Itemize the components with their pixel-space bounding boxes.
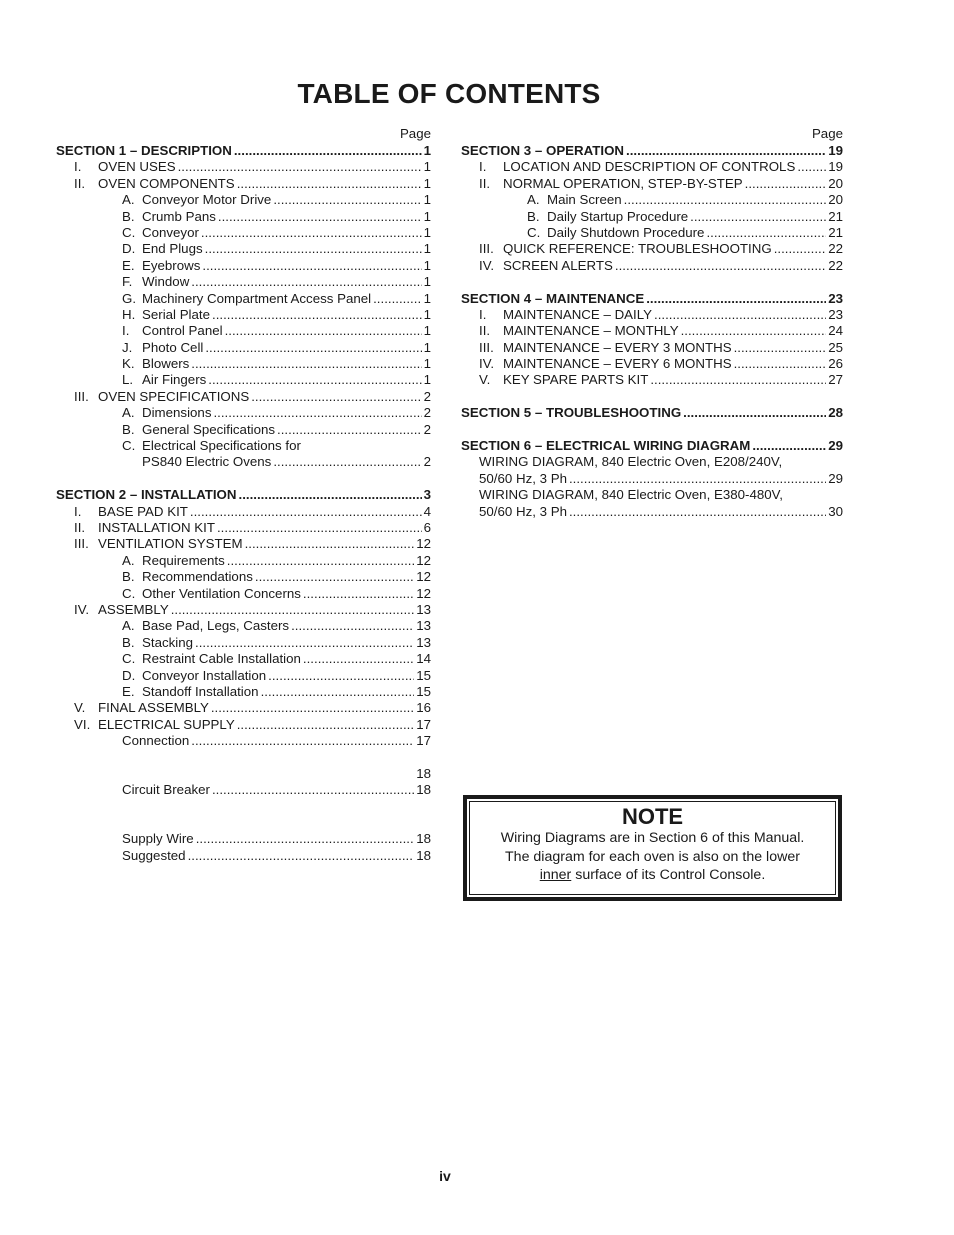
toc-entry[interactable] [461, 454, 843, 470]
toc-entry-label: OVEN SPECIFICATIONS [98, 388, 250, 404]
toc-page-number: 2 [423, 405, 431, 421]
dot-leader [251, 389, 421, 405]
toc-entry-label: VENTILATION SYSTEM [98, 536, 243, 552]
note-line-3-rest: surface of its Control Console. [571, 867, 766, 883]
toc-section-heading[interactable] [56, 487, 431, 503]
toc-entry[interactable] [56, 307, 431, 323]
toc-entry-number: II. [74, 175, 86, 191]
toc-page-number: 16 [416, 700, 431, 716]
toc-entry[interactable] [56, 586, 431, 602]
page-column-header: Page [811, 126, 843, 141]
toc-entry-number: C. [122, 651, 136, 667]
toc-entry[interactable] [56, 717, 431, 733]
toc-entry-number: V. [74, 700, 86, 716]
toc-page-number: 20 [828, 192, 843, 208]
toc-entry-number: C. [122, 224, 136, 240]
toc-entry-label: Conveyor [142, 224, 199, 240]
toc-page-number: 12 [416, 552, 431, 568]
toc-page-number: 19 [828, 159, 843, 175]
toc-entry[interactable] [56, 323, 431, 339]
toc-right-column [461, 125, 843, 520]
toc-entry[interactable] [56, 602, 431, 618]
toc-entry-label: End Plugs [142, 241, 203, 257]
toc-entry-label: Supply Wire [122, 831, 194, 847]
toc-entry-label: Other Ventilation Concerns [142, 585, 301, 601]
toc-entry-number: I. [479, 159, 487, 175]
dot-leader [191, 274, 421, 290]
toc-entry-label: Recommendations [142, 569, 253, 585]
toc-entry[interactable] [56, 438, 431, 454]
toc-page-number: 2 [423, 388, 431, 404]
toc-page-number: 21 [828, 208, 843, 224]
dot-leader [245, 536, 415, 552]
toc-entry-number: B. [527, 208, 540, 224]
toc-section-heading[interactable] [461, 405, 843, 421]
toc-entry[interactable] [56, 700, 431, 716]
toc-page-number: 2 [423, 454, 431, 470]
note-inner-border [469, 801, 836, 895]
toc-entry-label: Photo Cell [142, 339, 204, 355]
toc-page-number: 18 [416, 765, 431, 781]
toc-entry[interactable] [461, 209, 843, 225]
toc-page-number: 1 [423, 143, 431, 158]
dot-leader [734, 340, 827, 356]
toc-page-number: 22 [828, 257, 843, 273]
toc-entry-number: V. [479, 372, 491, 388]
toc-page-number: 1 [423, 339, 431, 355]
toc-entry[interactable] [461, 504, 843, 520]
dot-leader [218, 209, 422, 225]
toc-entry-number: A. [122, 192, 135, 208]
dot-leader [195, 635, 414, 651]
toc-page-number: 1 [423, 372, 431, 388]
toc-page-number: 1 [423, 306, 431, 322]
toc-entry-number: B. [122, 208, 135, 224]
toc-page-number: 13 [416, 634, 431, 650]
dot-leader [178, 159, 422, 175]
toc-entry-number: II. [74, 519, 86, 535]
toc-entry-label: Circuit Breaker [122, 782, 210, 798]
dot-leader [239, 487, 422, 503]
toc-page-number: 1 [423, 192, 431, 208]
dot-leader [171, 602, 415, 618]
toc-entry-number: D. [122, 241, 136, 257]
toc-entry[interactable] [56, 766, 431, 782]
toc-entry-number: II. [479, 323, 491, 339]
toc-entry-label: KEY SPARE PARTS KIT [503, 372, 649, 388]
toc-spacer [461, 389, 843, 405]
toc-entry-number: C. [527, 224, 541, 240]
toc-entry-label: MAINTENANCE – MONTHLY [503, 323, 679, 339]
toc-entry-number: D. [122, 667, 136, 683]
toc-spacer [56, 815, 431, 831]
dot-leader [734, 356, 827, 372]
toc-entry-number: J. [122, 339, 133, 355]
toc-entry-number: C. [122, 585, 136, 601]
toc-spacer [461, 274, 843, 290]
toc-entry[interactable] [461, 487, 843, 503]
toc-entry[interactable] [56, 356, 431, 372]
dot-leader [191, 733, 414, 749]
toc-entry-number: I. [74, 159, 82, 175]
dot-leader [202, 258, 421, 274]
toc-entry[interactable] [56, 291, 431, 307]
dot-leader [217, 520, 422, 536]
toc-entry-label: Connection [122, 733, 190, 749]
dot-leader [706, 225, 826, 241]
dot-leader [212, 307, 422, 323]
toc-page-number: 26 [828, 356, 843, 372]
toc-entry-label: Conveyor Installation [142, 667, 267, 683]
toc-entry[interactable] [461, 192, 843, 208]
toc-entry-label: Requirements [142, 552, 225, 568]
toc-entry[interactable] [461, 258, 843, 274]
toc-page-number: 1 [423, 257, 431, 273]
dot-leader [681, 323, 827, 339]
toc-page-number: 12 [416, 536, 431, 552]
dot-leader [646, 291, 826, 307]
toc-entry-number: E. [122, 257, 135, 273]
toc-page-number: 6 [423, 519, 431, 535]
toc-entry-number: IV. [479, 356, 495, 372]
toc-entry[interactable] [56, 520, 431, 536]
dot-leader [569, 471, 826, 487]
toc-entry-label: WIRING DIAGRAM, 840 Electric Oven, E380-480V, [479, 487, 783, 503]
dot-leader [752, 438, 826, 454]
toc-entry-label: Blowers [142, 356, 190, 372]
toc-entry-label: Daily Startup Procedure [547, 208, 689, 224]
toc-entry-number: A. [122, 618, 135, 634]
toc-entry-label: Main Screen [547, 192, 622, 208]
toc-entry[interactable] [56, 340, 431, 356]
toc-page-number: 12 [416, 569, 431, 585]
toc-section-heading[interactable] [461, 291, 843, 307]
dot-leader [373, 291, 421, 307]
toc-entry[interactable] [56, 389, 431, 405]
toc-entry-number: B. [122, 421, 135, 437]
toc-entry-number: F. [122, 274, 133, 290]
toc-page-number: 25 [828, 339, 843, 355]
toc-spacer [56, 749, 431, 765]
toc-page-number: 19 [828, 143, 843, 158]
toc-entry-label: Dimensions [142, 405, 212, 421]
toc-entry-number: B. [122, 569, 135, 585]
dot-leader [690, 209, 826, 225]
toc-entry-number: III. [479, 241, 494, 257]
toc-entry[interactable] [56, 405, 431, 421]
dot-leader [268, 668, 414, 684]
dot-leader [255, 569, 414, 585]
toc-page-number: 1 [423, 290, 431, 306]
toc-page-number: 14 [416, 651, 431, 667]
dot-leader [273, 454, 421, 470]
toc-entry-label: MAINTENANCE – EVERY 6 MONTHS [503, 356, 732, 372]
toc-entry-label: FINAL ASSEMBLY [98, 700, 209, 716]
toc-page-number: 17 [416, 733, 431, 749]
note-underlined-word: inner [539, 867, 572, 883]
toc-entry-label: WIRING DIAGRAM, 840 Electric Oven, E208/240V, [479, 454, 783, 470]
toc-section-heading[interactable] [461, 143, 843, 159]
dot-leader [227, 553, 414, 569]
toc-entry-label: SCREEN ALERTS [503, 257, 613, 273]
toc-page-number: 1 [423, 208, 431, 224]
dot-leader [303, 586, 414, 602]
dot-leader [211, 700, 414, 716]
toc-page-number: 22 [828, 241, 843, 257]
toc-entry-label: SECTION 5 – TROUBLESHOOTING [461, 405, 682, 421]
dot-leader [213, 405, 421, 421]
toc-entry[interactable] [56, 274, 431, 290]
toc-entry[interactable] [56, 569, 431, 585]
toc-entry[interactable] [56, 635, 431, 651]
toc-page-number: 18 [416, 831, 431, 847]
dot-leader [225, 323, 422, 339]
toc-entry[interactable] [56, 684, 431, 700]
toc-entry-label: SECTION 6 – ELECTRICAL WIRING DIAGRAM [461, 438, 751, 454]
toc-page-number: 17 [416, 716, 431, 732]
dot-leader [190, 504, 422, 520]
toc-entry[interactable] [56, 668, 431, 684]
toc-entry[interactable] [56, 618, 431, 634]
toc-entry[interactable] [56, 159, 431, 175]
dot-leader [205, 241, 422, 257]
toc-entry-number: I. [122, 323, 130, 339]
toc-entry[interactable] [56, 831, 431, 847]
toc-page-number: 3 [423, 487, 431, 503]
toc-entry-label: INSTALLATION KIT [98, 519, 215, 535]
toc-entry-number: III. [479, 339, 494, 355]
toc-entry-label: 50/60 Hz, 3 Ph [479, 470, 567, 486]
page-number-footer: iv [439, 1168, 451, 1184]
toc-entry-number: C. [122, 438, 136, 454]
toc-entry-label: OVEN USES [98, 159, 176, 175]
toc-entry-label: Daily Shutdown Procedure [547, 224, 705, 240]
toc-entry[interactable] [56, 192, 431, 208]
toc-entry[interactable] [461, 340, 843, 356]
toc-entry-label: Suggested [122, 847, 186, 863]
toc-page-number: 18 [416, 782, 431, 798]
toc-entry-label: Base Pad, Legs, Casters [142, 618, 290, 634]
toc-spacer [56, 471, 431, 487]
toc-entry[interactable] [461, 471, 843, 487]
dot-leader [683, 405, 826, 421]
toc-entry-label: SECTION 3 – OPERATION [461, 143, 625, 158]
dot-leader [237, 176, 422, 192]
toc-entry[interactable] [56, 209, 431, 225]
toc-entry-label: Crumb Pans [142, 208, 216, 224]
toc-entry-number: III. [74, 388, 89, 404]
toc-entry-label: General Specifications [142, 421, 276, 437]
toc-page-number: 18 [416, 847, 431, 863]
toc-entry-number: IV. [479, 257, 495, 273]
dot-leader [569, 504, 826, 520]
toc-left-column [56, 125, 431, 864]
toc-entry-label: QUICK REFERENCE: TROUBLESHOOTING [503, 241, 772, 257]
dot-leader [626, 143, 826, 159]
toc-page-number: 29 [828, 470, 843, 486]
dot-leader [201, 225, 422, 241]
dot-leader [208, 372, 421, 388]
toc-entry-label: Restraint Cable Installation [142, 651, 301, 667]
toc-entry[interactable] [461, 159, 843, 175]
toc-entry-number: IV. [74, 601, 90, 617]
toc-page-number: 24 [828, 323, 843, 339]
toc-entry[interactable] [461, 307, 843, 323]
dot-leader [237, 717, 414, 733]
toc-entry[interactable] [56, 553, 431, 569]
toc-entry-number: G. [122, 290, 137, 306]
toc-entry[interactable] [56, 225, 431, 241]
toc-entry[interactable] [461, 176, 843, 192]
note-line-1: Wiring Diagrams are in Section 6 of this Manual. [500, 830, 805, 846]
toc-entry-label: PS840 Electric Ovens [142, 454, 272, 470]
toc-entry-number: A. [527, 192, 540, 208]
page-title: TABLE OF CONTENTS [297, 78, 601, 109]
toc-entry-label: 50/60 Hz, 3 Ph [479, 503, 567, 519]
toc-entry-number: A. [122, 405, 135, 421]
toc-entry-number: A. [122, 552, 135, 568]
toc-entry[interactable] [461, 372, 843, 388]
dot-leader [277, 422, 422, 438]
toc-entry-label: Serial Plate [142, 306, 210, 322]
toc-entry-label: MAINTENANCE – DAILY [503, 306, 653, 322]
toc-entry-label: Eyebrows [142, 257, 201, 273]
dot-leader [188, 848, 415, 864]
dot-leader [191, 356, 421, 372]
toc-entry-label: SECTION 1 – DESCRIPTION [56, 143, 232, 158]
toc-entry[interactable] [56, 258, 431, 274]
toc-entry-label: Conveyor Motor Drive [142, 192, 272, 208]
toc-page-number: 1 [423, 274, 431, 290]
toc-entry[interactable] [56, 782, 431, 798]
toc-entry-label: NORMAL OPERATION, STEP-BY-STEP [503, 175, 743, 191]
dot-leader [261, 684, 415, 700]
toc-entry-label: Standoff Installation [142, 683, 259, 699]
toc-entry-number: H. [122, 306, 136, 322]
toc-page-number: 1 [423, 241, 431, 257]
toc-page-number: 2 [423, 421, 431, 437]
toc-entry[interactable] [461, 225, 843, 241]
toc-entry[interactable] [56, 372, 431, 388]
toc-entry-label: OVEN COMPONENTS [98, 175, 235, 191]
dot-leader [745, 176, 827, 192]
dot-leader [212, 782, 414, 798]
page-column-header: Page [399, 126, 431, 141]
toc-page-number: 30 [828, 503, 843, 519]
toc-entry-label: Machinery Compartment Access Panel [142, 290, 372, 306]
note-title: NOTE [621, 804, 684, 829]
toc-page-number: 1 [423, 356, 431, 372]
dot-leader [303, 651, 414, 667]
toc-entry[interactable] [461, 241, 843, 257]
dot-leader [650, 372, 826, 388]
toc-entry-label: Stacking [142, 634, 193, 650]
toc-entry-label: LOCATION AND DESCRIPTION OF CONTROLS [503, 159, 796, 175]
toc-entry-number: K. [122, 356, 135, 372]
toc-entry-number: VI. [74, 716, 91, 732]
toc-entry[interactable] [56, 848, 431, 864]
toc-entry-label: MAINTENANCE – EVERY 3 MONTHS [503, 339, 732, 355]
toc-page-number: 20 [828, 175, 843, 191]
toc-entry-label: Air Fingers [142, 372, 207, 388]
toc-entry-label: ASSEMBLY [98, 601, 169, 617]
toc-page-number: 27 [828, 372, 843, 388]
toc-page-number: 23 [828, 306, 843, 322]
toc-section-heading[interactable] [461, 438, 843, 454]
dot-leader [234, 143, 422, 159]
toc-entry-label: SECTION 4 – MAINTENANCE [461, 290, 645, 306]
toc-entry-number: III. [74, 536, 89, 552]
dot-leader [273, 192, 421, 208]
toc-entry[interactable] [56, 504, 431, 520]
toc-entry[interactable] [56, 651, 431, 667]
toc-page-number: 1 [423, 175, 431, 191]
toc-page-number: 1 [423, 224, 431, 240]
dot-leader [624, 192, 827, 208]
toc-page-number: 13 [416, 601, 431, 617]
toc-page-number: 29 [828, 438, 843, 454]
toc-entry[interactable] [56, 422, 431, 438]
toc-entry[interactable] [56, 733, 431, 749]
dot-leader [205, 340, 421, 356]
dot-leader [797, 159, 826, 175]
toc-spacer [56, 799, 431, 815]
toc-page-number: 15 [416, 683, 431, 699]
toc-entry[interactable] [56, 536, 431, 552]
toc-entry-label: Window [142, 274, 190, 290]
note-box [463, 795, 842, 901]
toc-entry[interactable] [56, 176, 431, 192]
toc-entry-label: SECTION 2 – INSTALLATION [56, 487, 237, 503]
toc-spacer [461, 422, 843, 438]
toc-entry[interactable] [56, 241, 431, 257]
toc-entry-number: II. [479, 175, 491, 191]
toc-entry-label: Control Panel [142, 323, 223, 339]
toc-page-number: 1 [423, 323, 431, 339]
dot-leader [291, 618, 414, 634]
toc-page-number: 23 [828, 290, 843, 306]
toc-page-number: 1 [423, 159, 431, 175]
toc-page-number: 12 [416, 585, 431, 601]
toc-page-number: 28 [828, 405, 843, 421]
toc-entry-number: E. [122, 683, 135, 699]
note-line-2: The diagram for each oven is also on the lower [505, 848, 800, 865]
toc-page-number: 21 [828, 224, 843, 240]
toc-section-heading[interactable] [56, 143, 431, 159]
toc-entry-number: I. [479, 306, 487, 322]
toc-entry-number: I. [74, 503, 82, 519]
toc-entry[interactable] [461, 356, 843, 372]
toc-entry-number: L. [122, 372, 134, 388]
toc-entry-label: ELECTRICAL SUPPLY [98, 716, 235, 732]
toc-entry-label: Electrical Specifications for [142, 438, 301, 454]
toc-entry-label: BASE PAD KIT [98, 503, 188, 519]
dot-leader [654, 307, 826, 323]
toc-entry-number: B. [122, 634, 135, 650]
dot-leader [615, 258, 826, 274]
toc-entry[interactable] [56, 454, 431, 470]
dot-leader [774, 241, 827, 257]
toc-page-number: 15 [416, 667, 431, 683]
toc-page-number: 4 [423, 503, 431, 519]
toc-page-number: 13 [416, 618, 431, 634]
toc-entry[interactable] [461, 323, 843, 339]
dot-leader [196, 831, 415, 847]
